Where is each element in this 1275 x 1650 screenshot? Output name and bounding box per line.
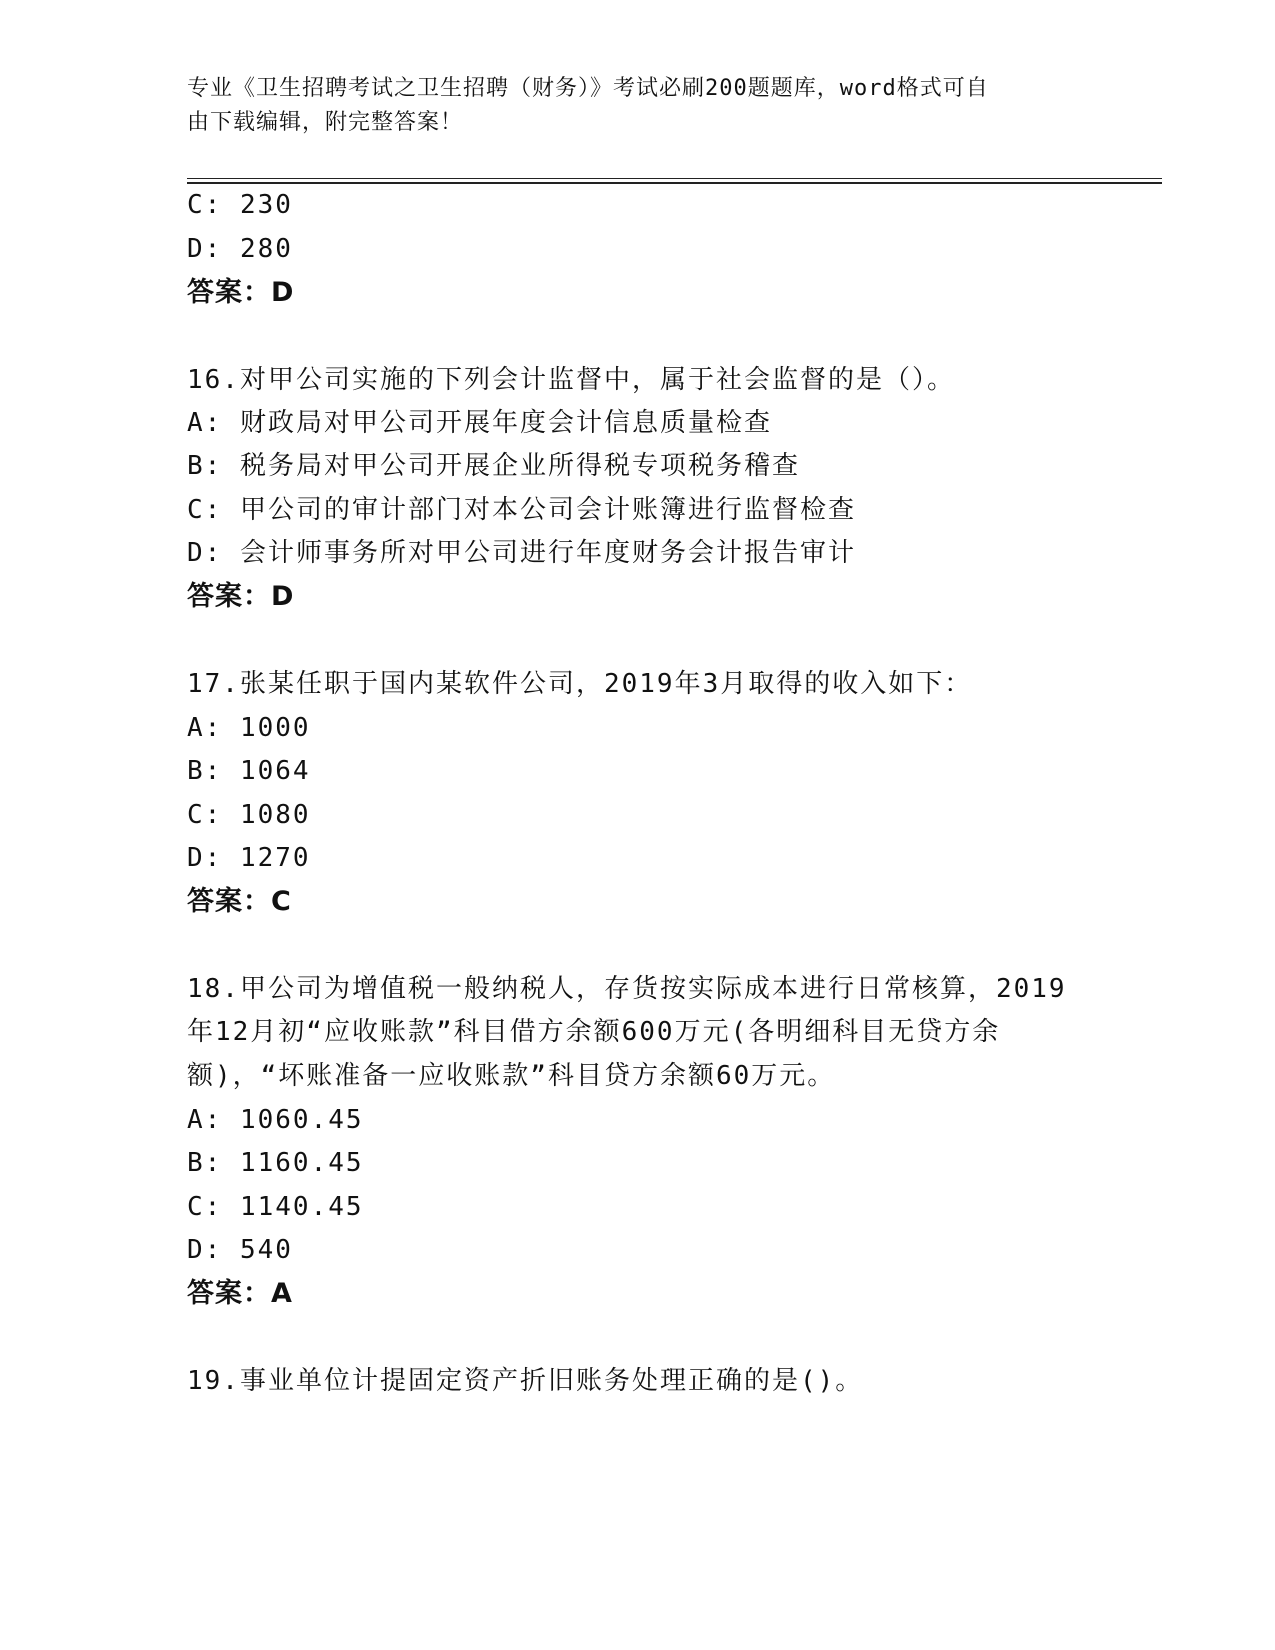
q18-option-b: B: 1160.45	[187, 1148, 364, 1178]
q18-option-d: D: 540	[187, 1235, 293, 1265]
q16-answer: 答案：D	[187, 581, 295, 612]
q16-option-d: D: 会计师事务所对甲公司进行年度财务会计报告审计	[187, 538, 856, 568]
q17-option-d: D: 1270	[187, 843, 311, 873]
q15-answer: 答案：D	[187, 277, 295, 308]
q17-stem: 17.张某任职于国内某软件公司，2019年3月取得的收入如下：	[187, 669, 973, 699]
q17-answer: 答案：C	[187, 886, 292, 917]
q18-option-c: C: 1140.45	[187, 1192, 364, 1222]
q18-option-a: A: 1060.45	[187, 1105, 364, 1135]
q18-stem-line-1: 18.甲公司为增值税一般纳税人，存货按实际成本进行日常核算，2019	[187, 974, 1067, 1004]
q17-option-a: A: 1000	[187, 713, 311, 743]
document-header	[187, 72, 1087, 140]
q16-option-a: A: 财政局对甲公司开展年度会计信息质量检查	[187, 408, 772, 438]
q17-option-c: C: 1080	[187, 800, 311, 830]
q17-option-b: B: 1064	[187, 756, 311, 786]
q18-stem-line-2: 年12月初“应收账款”科目借方余额600万元(各明细科目无贷方余	[187, 1017, 1001, 1047]
q15-option-c: C: 230	[187, 190, 293, 220]
q15-option-d: D: 280	[187, 234, 293, 264]
q16-option-c: C: 甲公司的审计部门对本公司会计账簿进行监督检查	[187, 495, 856, 525]
q18-answer: 答案：A	[187, 1278, 293, 1309]
header-rule-thin	[187, 178, 1162, 179]
q16-option-b: B: 税务局对甲公司开展企业所得税专项税务稽查	[187, 451, 800, 481]
header-line-1: 专业《卫生招聘考试之卫生招聘（财务）》考试必刷200题题库，word格式可自	[187, 76, 989, 101]
header-line-2: 由下载编辑，附完整答案！	[187, 110, 464, 135]
q16-stem: 16.对甲公司实施的下列会计监督中，属于社会监督的是（）。	[187, 365, 955, 395]
header-rule-thick	[187, 182, 1162, 184]
q19-stem: 19.事业单位计提固定资产折旧账务处理正确的是()。	[187, 1366, 864, 1396]
q18-stem-line-3: 额)，“坏账准备一应收账款”科目贷方余额60万元。	[187, 1061, 836, 1091]
